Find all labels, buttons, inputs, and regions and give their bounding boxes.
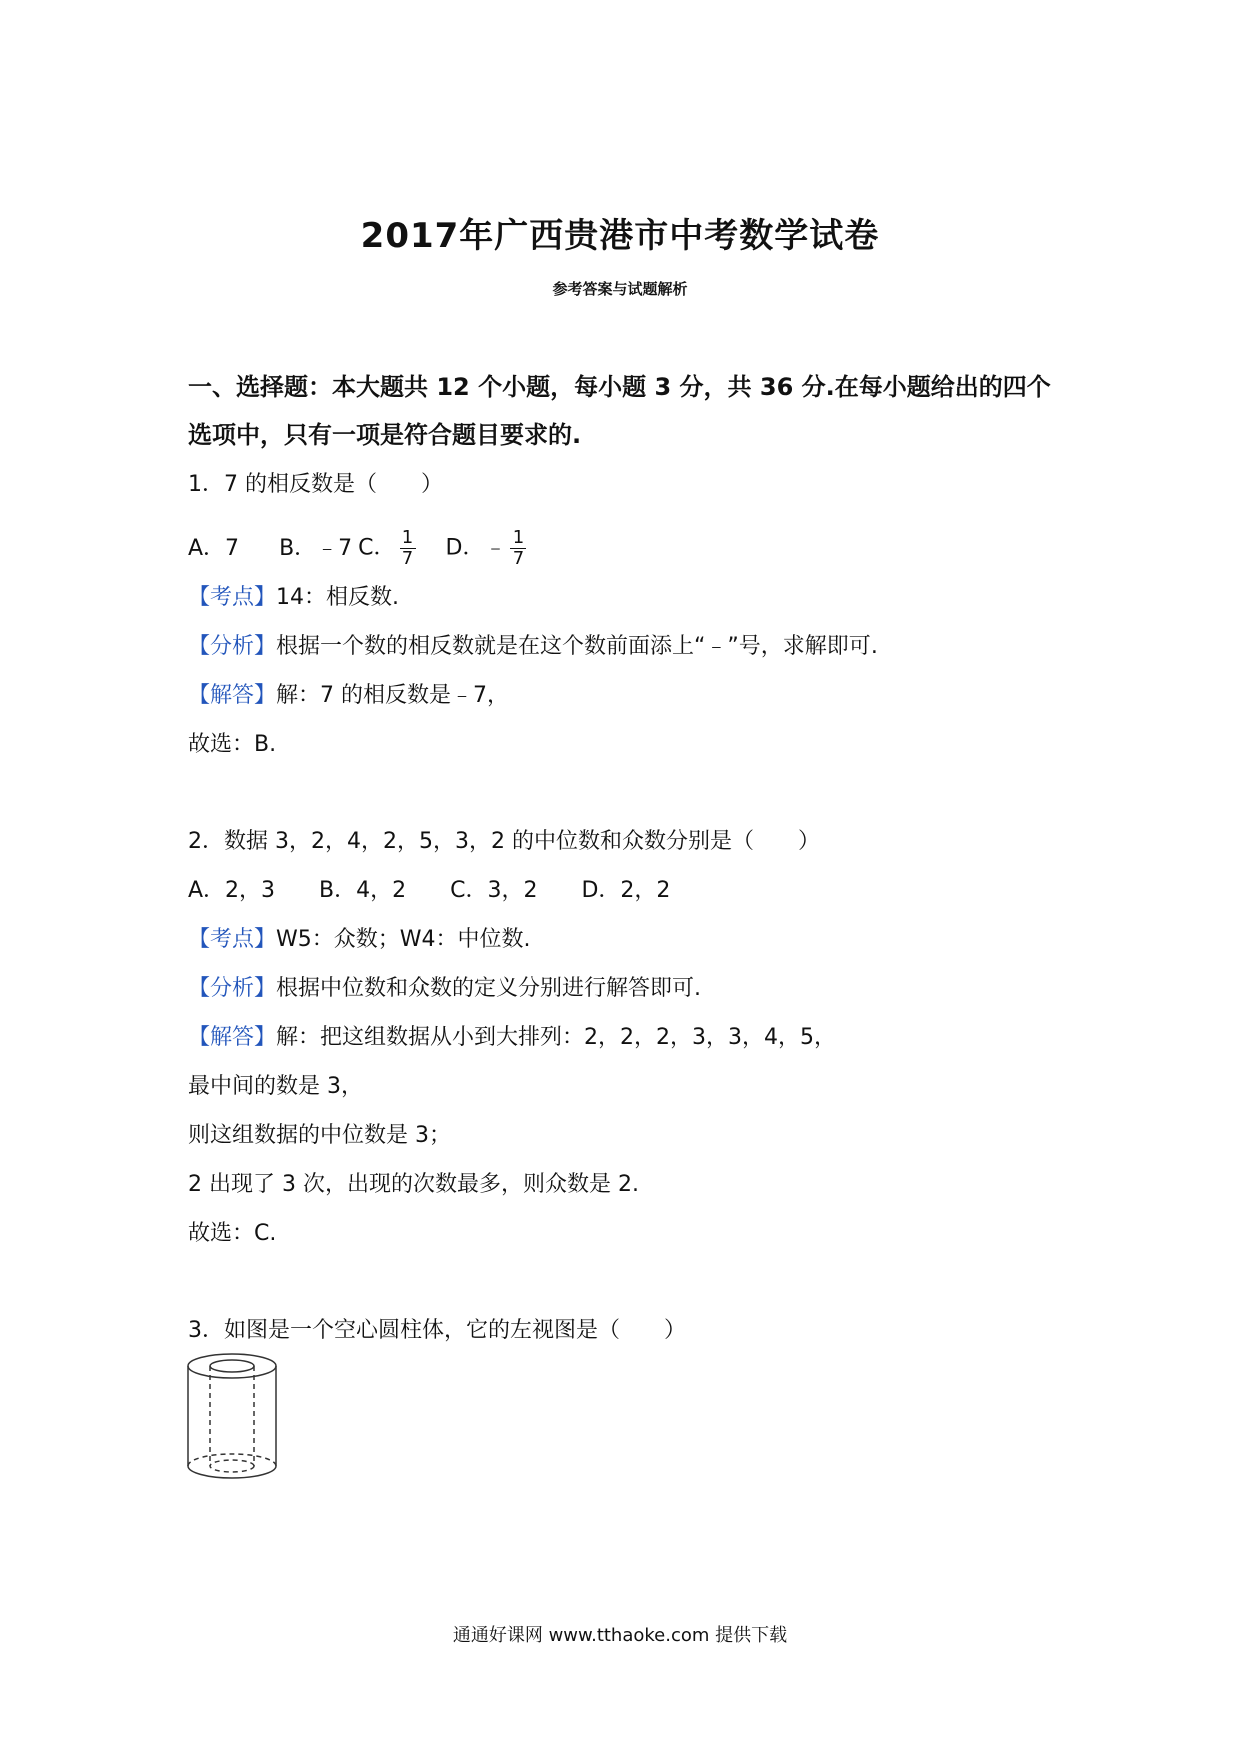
- q2-fenxi-text: 根据中位数和众数的定义分别进行解答即可.: [276, 976, 702, 1001]
- q2-fenxi: [188, 974, 701, 1004]
- q2-kaodian-text: W5：众数；W4：中位数.: [276, 927, 531, 952]
- kaodian-tag: 【考点】: [188, 585, 277, 610]
- fraction-denominator: 7: [512, 548, 525, 569]
- footer-source: 通通好课网 www.tthaoke.com 提供下载: [452, 1625, 788, 1646]
- q1-option-d-fraction: [510, 528, 526, 569]
- fraction-numerator: 1: [401, 527, 414, 548]
- q1-option-d-label: D．﹣: [445, 535, 507, 561]
- page-title: 2017年广西贵港市中考数学试卷: [360, 216, 880, 256]
- q2-line-a: 最中间的数是 3，: [188, 1074, 363, 1099]
- fraction-denominator: 7: [401, 548, 414, 569]
- q1-jieda: [188, 681, 509, 711]
- q1-stem: 1．7 的相反数是（ ）: [188, 472, 443, 497]
- fenxi-tag: 【分析】: [188, 976, 277, 1001]
- q2-stem: 2．数据 3，2，4，2，5，3，2 的中位数和众数分别是（ ）: [188, 829, 820, 854]
- q1-kaodian-text: 14：相反数.: [276, 585, 400, 610]
- outer-bottom-front: [188, 1466, 276, 1478]
- kaodian-tag: 【考点】: [188, 927, 277, 952]
- q1-fenxi: [188, 632, 878, 662]
- jieda-tag: 【解答】: [188, 683, 277, 708]
- inner-bottom-ellipse: [210, 1460, 254, 1472]
- outer-bottom-back: [188, 1454, 276, 1466]
- page-subtitle: 参考答案与试题解析: [552, 280, 688, 298]
- q1-fenxi-text: 根据一个数的相反数就是在这个数前面添上“﹣”号，求解即可.: [276, 634, 878, 659]
- q2-kaodian: [188, 925, 531, 955]
- inner-top-ellipse: [210, 1360, 254, 1372]
- q2-options: A．2，3 B．4，2 C．3，2 D．2，2: [188, 878, 671, 903]
- fenxi-tag: 【分析】: [188, 634, 277, 659]
- fraction-numerator: 1: [512, 527, 525, 548]
- section-heading-line-2: 选项中，只有一项是符合题目要求的.: [188, 421, 582, 449]
- q1-kaodian: [188, 583, 399, 613]
- q2-line-b: 则这组数据的中位数是 3；: [188, 1123, 451, 1148]
- q1-option-b: B．﹣7: [279, 535, 353, 561]
- q1-option-c-fraction: [400, 528, 416, 569]
- q1-option-d: [446, 528, 531, 569]
- q1-option-c: [358, 528, 419, 569]
- q2-jieda: [188, 1023, 836, 1053]
- q1-option-a: A．7: [188, 535, 240, 561]
- section-heading-line-1: 一、选择题：本大题共 12 个小题，每小题 3 分，共 36 分.在每小题给出的四个: [188, 373, 1051, 401]
- q3-stem: 3．如图是一个空心圆柱体，它的左视图是（ ）: [188, 1318, 686, 1343]
- q1-jieda-text: 解：7 的相反数是﹣7，: [276, 683, 510, 708]
- outer-top-ellipse: [188, 1354, 276, 1378]
- q2-answer: 故选：C.: [188, 1221, 277, 1246]
- hollow-cylinder-figure: [186, 1352, 278, 1482]
- jieda-tag: 【解答】: [188, 1025, 277, 1050]
- q1-answer: 故选：B.: [188, 732, 277, 757]
- q1-option-c-label: C．: [358, 535, 396, 561]
- q1-options: [188, 528, 530, 569]
- q2-line-c: 2 出现了 3 次，出现的次数最多，则众数是 2.: [188, 1172, 639, 1197]
- q2-jieda-text: 解：把这组数据从小到大排列：2，2，2，3，3，4，5，: [276, 1025, 836, 1050]
